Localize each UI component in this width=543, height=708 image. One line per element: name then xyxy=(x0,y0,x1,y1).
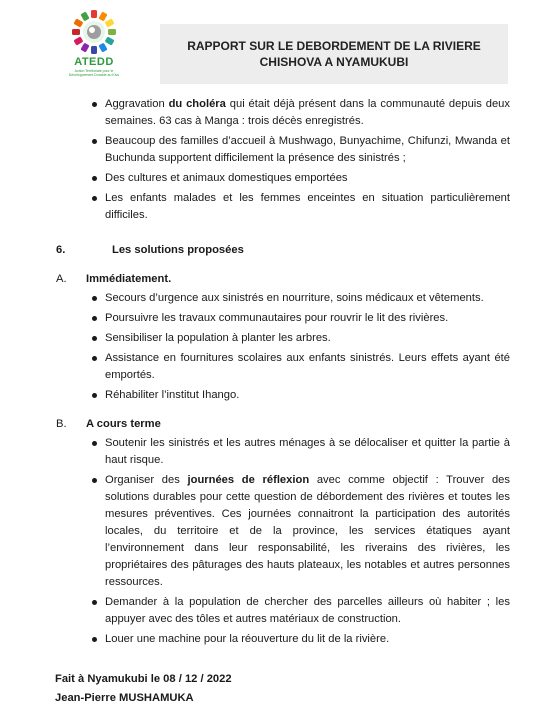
subsection-title: Immédiatement xyxy=(86,273,169,285)
list-item: Les enfants malades et les femmes enceintes en situation particulièrement difficiles. xyxy=(0,190,543,224)
logo-tagline: Action Territoriale pour le Développement Durable au Kivu xyxy=(68,69,120,77)
report-title-line1: RAPPORT SUR LE DEBORDEMENT DE LA RIVIERE xyxy=(187,39,481,53)
list-item: Assistance en fournitures scolaires aux enfants sinistrés. Leurs effets ayant été emportés. xyxy=(0,350,543,384)
list-item: Des cultures et animaux domestiques emportées xyxy=(0,170,543,187)
list-item: Organiser des journées de réflexion avec comme objectif : Trouver des solutions durables pour cette question de débordement des rivières et toutes les mesures préventives. Ces journées connaitront la participation des autorités locales, du territoire et de la province, les services étatiques ayant l’environnement dans leur responsabilité, les riverains des rivières, les propriétaires des pâturages des hauts plateaux, les notables et autres personnes ressources. xyxy=(0,472,543,591)
section-title: Les solutions proposées xyxy=(112,244,244,256)
subsection-title: A cours terme xyxy=(86,418,161,430)
place-date: Fait à Nyamukubi le 08 / 12 / 2022 xyxy=(55,673,232,685)
impact-bullet-list xyxy=(0,96,543,224)
report-title-line2: CHISHOVA A NYAMUKUBI xyxy=(259,55,409,69)
subsection-letter: A. xyxy=(56,273,67,285)
atedd-logo xyxy=(60,8,128,80)
list-item: Aggravation du choléra qui était déjà présent dans la communauté depuis deux semaines. 63 cas à Manga : trois décès enregistrés. xyxy=(0,96,543,130)
report-title-box xyxy=(160,24,508,84)
subsection-heading xyxy=(0,416,543,433)
list-item: Poursuivre les travaux communautaires pour rouvrir le lit des rivières. xyxy=(0,310,543,327)
page-header xyxy=(0,0,543,92)
list-item: Soutenir les sinistrés et les autres ménages à se délocaliser et quitter la partie à haut risque. xyxy=(0,435,543,469)
report-body xyxy=(0,96,543,708)
list-item: Secours d’urgence aux sinistrés en nourriture, soins médicaux et vêtements. xyxy=(0,290,543,307)
short-term-solutions-list xyxy=(0,435,543,648)
section-number: 6. xyxy=(56,244,66,256)
signatory-name: Jean-Pierre MUSHAMUKA xyxy=(55,692,194,704)
subsection-heading: A. Immédiatement. xyxy=(0,271,543,288)
logo-ring-icon xyxy=(66,8,122,58)
list-item: Louer une machine pour la réouverture du lit de la rivière. xyxy=(0,631,543,648)
signature-block xyxy=(0,670,543,708)
list-item: Sensibiliser la population à planter les arbres. xyxy=(0,330,543,347)
immediate-solutions-list xyxy=(0,290,543,404)
list-item: Beaucoup des familles d’accueil à Mushwago, Bunyachime, Chifunzi, Mwanda et Buchunda supportent difficilement la présence des sinistrés ; xyxy=(0,133,543,167)
section-heading xyxy=(0,242,543,259)
list-item: Réhabiliter l’institut Ihango. xyxy=(0,387,543,404)
subsection-letter: B. xyxy=(56,418,67,430)
list-item: Demander à la population de chercher des parcelles ailleurs où habiter ; les appuyer avec des tôles et autres matériaux de construction. xyxy=(0,594,543,628)
logo-name: ATEDD xyxy=(74,56,114,68)
